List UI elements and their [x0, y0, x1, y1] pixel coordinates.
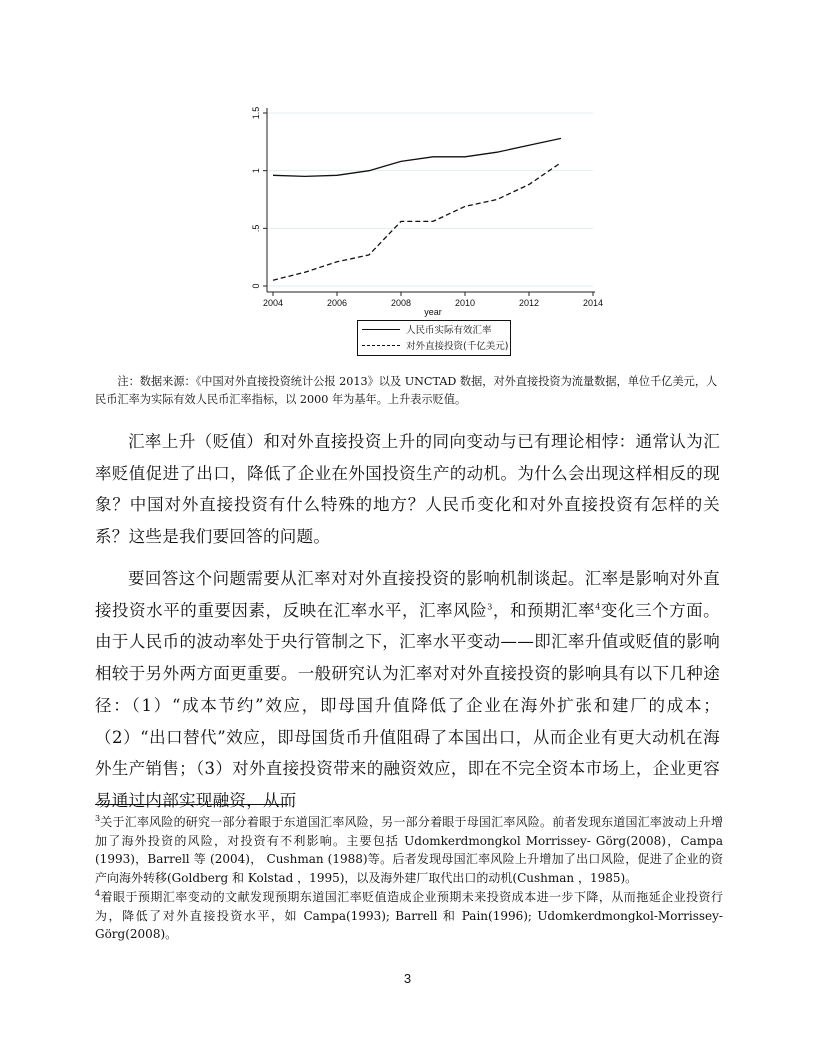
footnote-text: 着眼于预期汇率变动的文献发现预期东道国汇率贬值造成企业预期未来投资成本进一步下降，从而拖延企业投资行为，降低了对外直接投资水平，如 Campa(1993); Barrell 和 Pain(1996); Udomkerdmongkol-Morrissey- Görg(2008)。 [95, 889, 723, 942]
legend-label: 人民币实际有效汇率 [406, 325, 492, 336]
footnote-mark: 3 [95, 814, 101, 823]
footnote-3 [95, 813, 723, 888]
y-tick-label: 1.5 [251, 106, 261, 120]
paragraph-text: 变化三个方面。由于人民币的波动率处于央行管制之下，汇率水平变动——即汇率升值或贬值的影响相较于另外两方面更重要。一般研究认为汇率对对外直接投资的影响具有以下几种途径：（1）“成本节约”效应，即母国升值降低了企业在海外扩张和建厂的成本；（2）“出口替代”效应，即母国货币升值阻碍了本国出口，从而企业有更大动机在海外生产销售；（3）对外直接投资带来的融资效应，即在不完全资本市场上，企业更容易通过内部实现融资，从而 [95, 600, 720, 810]
paragraph-text: ，和预期汇率 [492, 600, 596, 620]
footnote-ref-4[interactable]: 4 [595, 602, 601, 612]
footnotes [95, 813, 723, 944]
legend-item-exchange-rate [358, 321, 510, 337]
page-number: 3 [403, 971, 412, 986]
solid-line-swatch-icon [362, 329, 400, 330]
line-chart [240, 100, 610, 320]
footnote-text: 关于汇率风险的研究一部分着眼于东道国汇率风险，另一部分着眼于母国汇率风险。前者发现东道国汇率波动上升增加了海外投资的风险，对投资有不利影响。主要包括 Udomkerdmongkol Morrissey- Görg(2008)，Campa (1993)，Barrell 等 (2004)， Cushman (1988)等。后者发现母国汇率风险上升增加了出口风险，促进了企业的资产向海外转移(Goldberg 和 Kolstad ，1995)，以及海外建厂取代出口的动机(Cushman ，1985)。 [95, 815, 723, 886]
footnote-4 [95, 888, 723, 944]
y-tick-label: .5 [251, 224, 261, 233]
x-tick-label: 2006 [326, 298, 348, 308]
x-tick-label: 2012 [518, 298, 540, 308]
dashed-line-swatch-icon [362, 345, 400, 346]
body-paragraph-1: 汇率上升（贬值）和对外直接投资上升的同向变动与已有理论相悖：通常认为汇率贬值促进了出口，降低了企业在外国投资生产的动机。为什么会出现这样相反的现象？中国对外直接投资有什么特殊的地方？人民币变化和对外直接投资有怎样的关系？这些是我们要回答的问题。 [95, 432, 720, 547]
x-tick-label: 2014 [582, 298, 604, 308]
paragraph-text: 要回答这个问题需要从汇率对对外直接投资的影响机制谈起。汇率是影响对外直接投资水平的重要因素，反映在汇率水平，汇率风险 [95, 569, 720, 620]
legend-item-odi [358, 337, 510, 353]
x-tick-label: 2004 [262, 298, 284, 308]
footnote-mark: 4 [95, 888, 101, 898]
legend-label: 对外直接投资(千亿美元) [406, 341, 509, 352]
x-axis-label: year [424, 307, 442, 317]
x-tick-label: 2008 [390, 298, 412, 308]
footnote-ref-3[interactable]: 3 [487, 602, 493, 612]
odi-series-line [273, 163, 561, 281]
footnote-divider [95, 804, 288, 805]
chart-legend [357, 320, 511, 356]
x-tick-label: 2010 [454, 298, 476, 308]
body-paragraph-2 [95, 563, 720, 817]
figure-note: 注：数据来源：《中国对外直接投资统计公报 2013》以及 UNCTAD 数据，对外直接投资为流量数据，单位千亿美元，人民币汇率为实际有效人民币汇率指标，以 2000 年为基年。上升表示贬值。 [95, 375, 718, 406]
y-tick-label: 0 [251, 283, 261, 289]
y-tick-label: 1 [251, 168, 261, 174]
